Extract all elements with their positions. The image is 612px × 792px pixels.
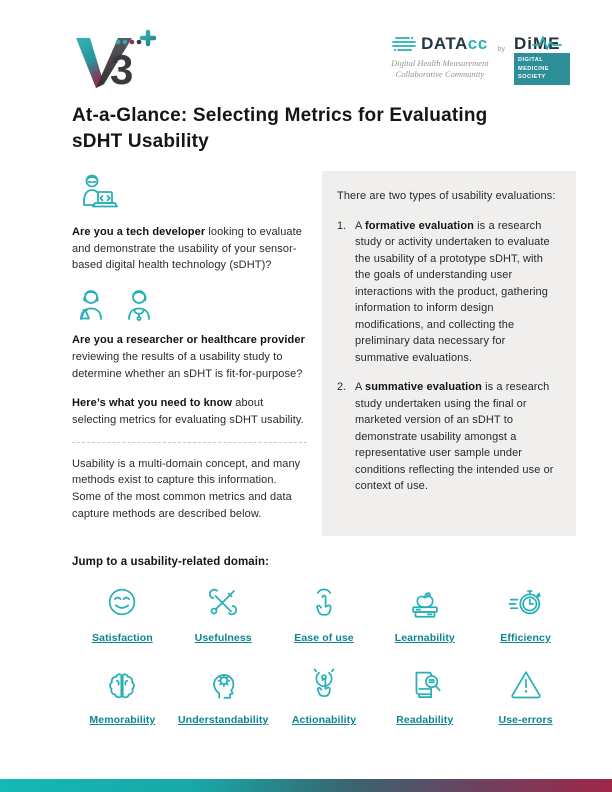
paragraph-tech-developer-rest: looking to evaluate and demonstrate the usability of your sensor-based digital health technology (sDHT)?: [72, 226, 303, 272]
brain-icon: [72, 663, 173, 703]
page-title-line2: sDHT Usability: [72, 130, 209, 152]
researcher-icon: [72, 287, 110, 325]
stopwatch-icon: [475, 581, 576, 621]
evaluation-types-box: [322, 171, 576, 536]
domain-link-understandability[interactable]: Understandability: [178, 714, 269, 726]
paragraph-tech-developer: [72, 224, 307, 274]
list-item-summative: [337, 379, 561, 495]
domain-link-readability[interactable]: Readability: [396, 714, 454, 726]
domain-link-efficiency[interactable]: Efficiency: [500, 632, 551, 644]
datacc-word-dark: DATA: [421, 34, 468, 53]
page-title: [72, 103, 562, 154]
press-target-icon: [274, 663, 375, 703]
domain-understandability: [173, 663, 274, 728]
v3-plus-logo: [72, 26, 156, 96]
datacc-tagline: [391, 58, 488, 81]
domain-link-actionability[interactable]: Actionability: [291, 714, 357, 726]
dashed-divider: [72, 442, 307, 443]
datacc-logo: [391, 34, 488, 81]
healthcare-provider-icon: [120, 287, 158, 325]
warning-triangle-icon: [475, 663, 576, 703]
body-columns: [72, 171, 576, 536]
datacc-tagline-line1: Digital Health Measurement: [391, 58, 489, 68]
dime-box-line2: MEDICINE: [518, 65, 549, 72]
paragraph-tech-developer-bold: Are you a tech developer: [72, 226, 206, 238]
dime-wordmark: [514, 34, 576, 53]
domain-satisfaction: [72, 581, 173, 646]
list-item-text: [355, 379, 561, 495]
domain-link-learnability[interactable]: Learnability: [394, 632, 455, 644]
datacc-word-teal: cc: [467, 34, 488, 53]
list-item-rest: is a research study undertaken using the final or marketed version of an sDHT to demonstrate usability amongst a representative user sample under conditions reflecting the intended use or context of use.: [355, 381, 554, 492]
domain-learnability: [374, 581, 475, 646]
dime-society-box: [514, 53, 570, 85]
info-box-intro: There are two types of usability evaluations:: [337, 190, 556, 202]
domain-link-use-errors[interactable]: Use-errors: [498, 714, 553, 726]
dime-box-line3: SOCIETY: [518, 74, 546, 81]
head-gear-icon: [173, 663, 274, 703]
paragraph-researcher-bold: Are you a researcher or healthcare provider: [72, 334, 305, 347]
dime-heartbeat-icon: [532, 34, 562, 52]
domain-grid: [72, 581, 576, 728]
tech-developer-icon: [72, 171, 307, 218]
list-item-bold: formative evaluation: [365, 219, 474, 232]
list-item-text: [355, 218, 561, 367]
datacc-mark-icon: [392, 34, 416, 54]
svg-text:3: 3: [110, 46, 134, 93]
list-item-prefix: A: [355, 381, 365, 393]
v3-logo-icon: [72, 26, 156, 96]
domain-memorability: [72, 663, 173, 728]
persona-icons-row: [72, 287, 307, 325]
list-number: 1.: [337, 219, 347, 232]
by-label: by: [497, 46, 505, 53]
book-magnifier-icon: [374, 663, 475, 703]
list-number: 2.: [337, 381, 347, 393]
datacc-wordmark: [421, 34, 488, 54]
domain-use-errors: [475, 663, 576, 728]
paragraph-need-to-know-bold: Here’s what you need to know: [72, 397, 233, 410]
dime-box-line1: DIGITAL: [518, 57, 544, 63]
domain-actionability: [274, 663, 375, 728]
tap-hand-icon: [274, 581, 375, 621]
domain-usefulness: [173, 581, 274, 646]
apple-on-books-icon: [374, 581, 475, 621]
domain-link-satisfaction[interactable]: Satisfaction: [92, 632, 153, 644]
partner-logos: [391, 34, 576, 85]
domain-ease-of-use: [274, 581, 375, 646]
list-item-bold: summative evaluation: [365, 381, 482, 393]
domain-readability: [374, 663, 475, 728]
domain-efficiency: [475, 581, 576, 646]
paragraph-researcher: [72, 332, 307, 382]
paragraph-need-to-know-rest: about selecting metrics for evaluating sDHT usability.: [72, 397, 304, 427]
domain-link-usefulness[interactable]: Usefulness: [194, 632, 252, 644]
smiley-face-icon: [72, 581, 173, 621]
list-item-formative: [337, 218, 561, 367]
page-title-line1: At-a-Glance: Selecting Metrics for Evaluating: [72, 105, 488, 126]
crossed-tools-icon: [173, 581, 274, 621]
gradient-footer-bar: [0, 779, 612, 792]
dime-word: DiME: [514, 34, 561, 53]
intro-column: [72, 171, 307, 536]
paragraph-need-to-know: [72, 395, 307, 428]
domain-link-ease-of-use[interactable]: Ease of use: [294, 632, 354, 644]
list-item-prefix: A: [355, 219, 365, 232]
datacc-tagline-line2: Collaborative Community: [395, 69, 485, 80]
domain-link-memorability[interactable]: Memorability: [89, 714, 156, 726]
list-item-rest: is a research study or activity undertaken to evaluate the usability of a prototype sDHT, with the goals of understanding user interactions with the product, gathering information to inform design modifications, and collecting the preliminary data necessary for summative evaluations.: [355, 219, 550, 364]
header: [72, 26, 576, 96]
dime-logo: [514, 34, 576, 85]
paragraph-usability-domains: Usability is a multi-domain concept, and many methods exist to capture this information. Some of the most common metrics and data capture methods are described below.: [72, 457, 301, 520]
paragraph-researcher-rest: reviewing the results of a usability study to determine whether an sDHT is fit-for-purpose?: [72, 350, 303, 380]
jump-heading: Jump to a usability-related domain:: [72, 556, 270, 568]
jump-section: [72, 556, 576, 728]
